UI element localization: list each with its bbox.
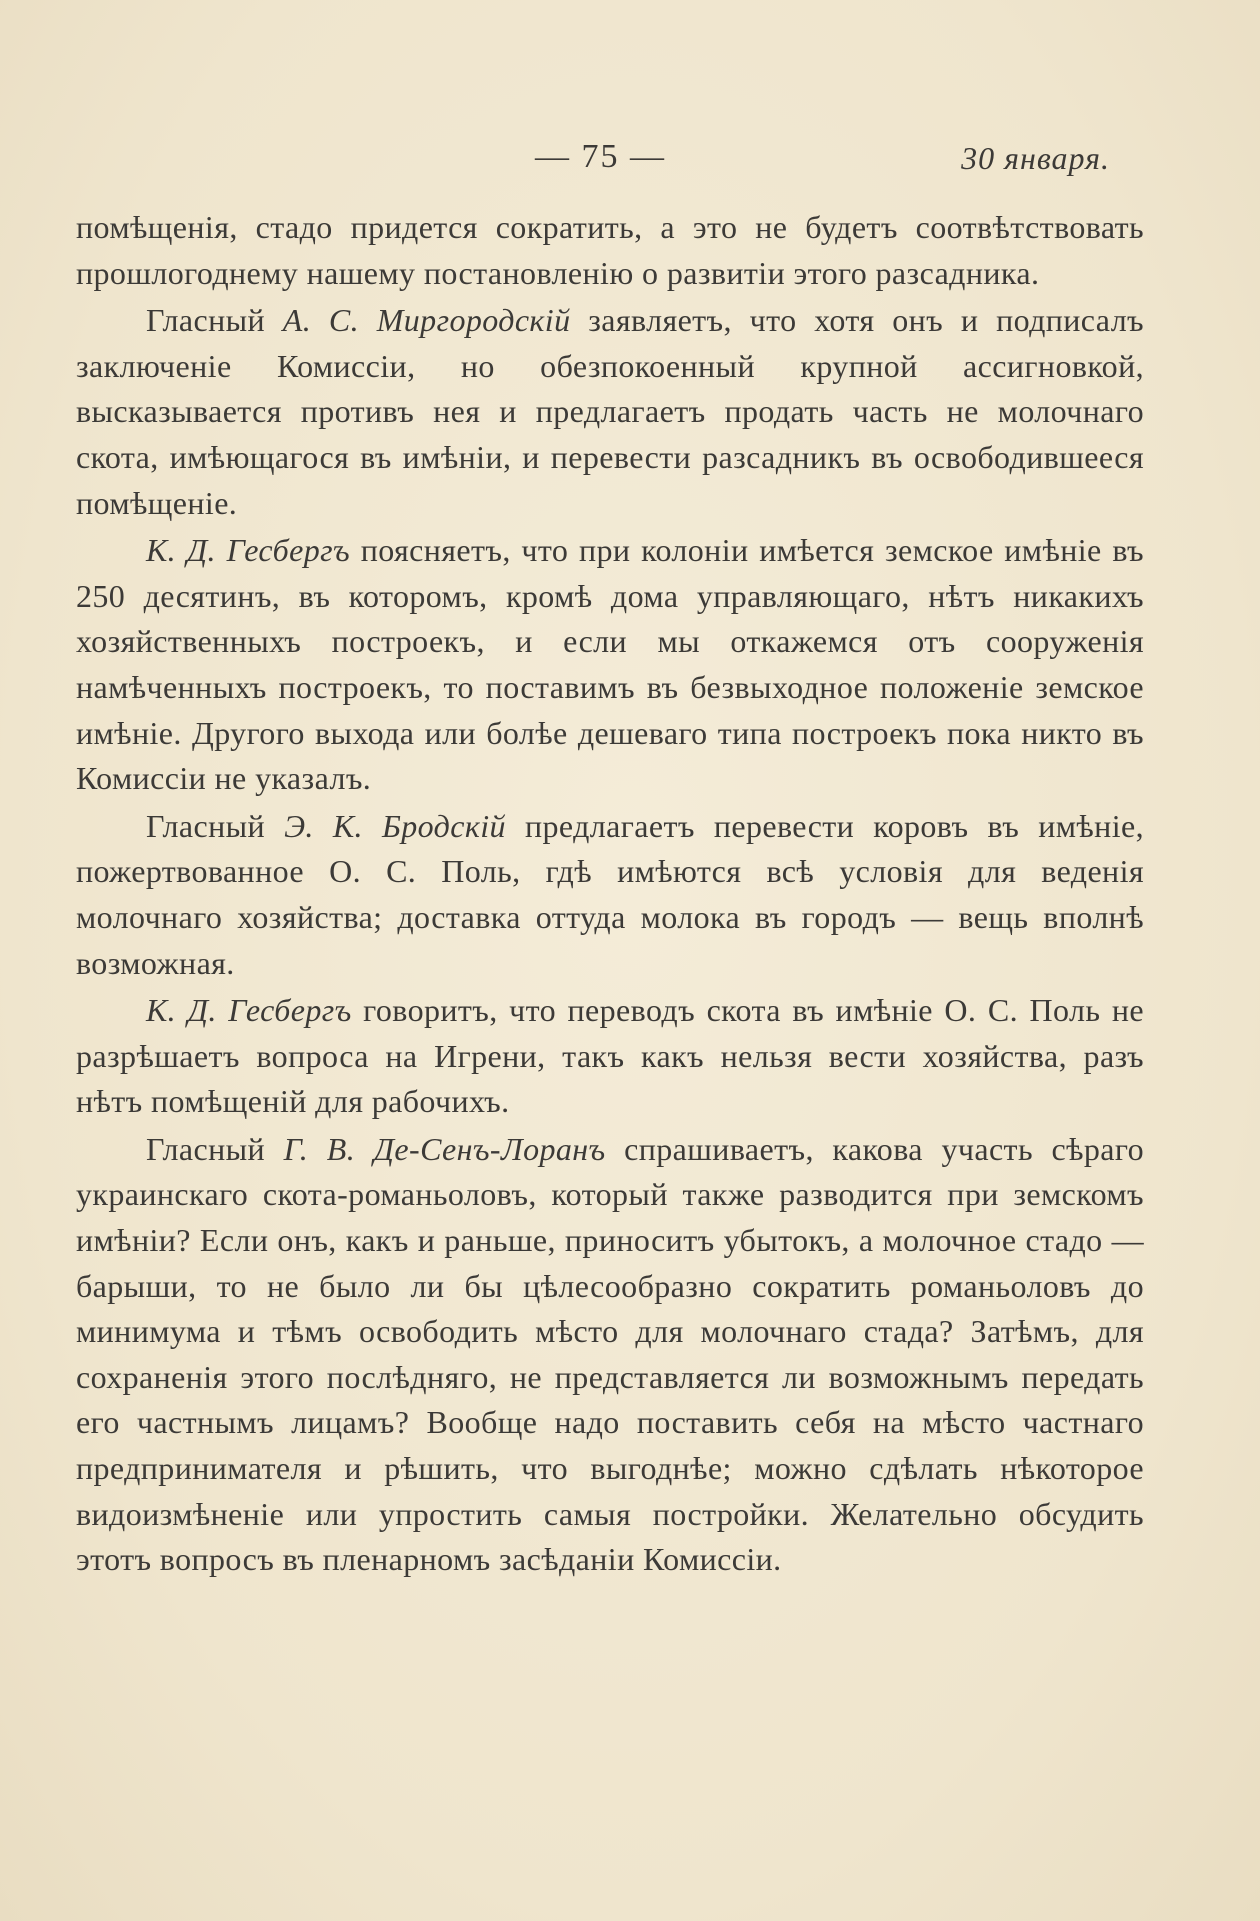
paragraph-3-text: поясняетъ, что при колоніи имѣется земское имѣніе въ 250 десятинъ, въ которомъ, кромѣ дома управляющаго, нѣтъ никакихъ хозяйственныхъ построекъ, и если мы откажемся отъ сооруженія намѣченныхъ построекъ, то поставимъ въ безвыходное положеніе земское имѣніе. Другого выхода или болѣе дешеваго типа построекъ пока никто въ Комиссіи не указалъ. <box>76 532 1144 797</box>
paragraph-2 <box>76 298 1144 526</box>
paragraph-5 <box>76 988 1144 1125</box>
paragraph-6-lead: Гласный <box>146 1130 284 1167</box>
running-head-date: 30 января. <box>961 140 1110 176</box>
paragraph-2-lead: Гласный <box>146 302 283 339</box>
paragraph-5-text: говоритъ, что переводъ скота въ имѣніе О. С. Поль не разрѣшаетъ вопроса на Игрени, такъ какъ нельзя вести хозяйства, разъ нѣтъ помѣщеній для рабочихъ. <box>76 992 1145 1120</box>
paragraph-3 <box>76 528 1144 802</box>
speaker-name-de-sen-loran: Г. В. Де-Сенъ-Лоранъ <box>283 1130 606 1167</box>
speaker-name-gesberg: К. Д. Гесбергъ <box>146 532 351 569</box>
paragraph-6-text: спрашиваетъ, какова участь сѣраго украинскаго скота-романьоловъ, который также разводится при земскомъ имѣніи? Если онъ, какъ и раньше, приноситъ убытокъ, а молочное стадо — барыши, то не было ли бы цѣлесообразно сократить романьоловъ до минимума и тѣмъ освободить мѣсто для молочнаго стада? Затѣмъ, для сохраненія этого послѣдняго, не представляется ли возможнымъ передать его частнымъ лицамъ? Вообще надо поставить себя на мѣсто частнаго предпринимателя и рѣшить, что выгоднѣе; можно сдѣлать нѣкоторое видоизмѣненіе или упростить самыя постройки. Желательно обсудить этотъ вопросъ въ пленарномъ засѣданіи Комиссіи. <box>76 1130 1145 1578</box>
speaker-name-gesberg-2: К. Д. Гесбергъ <box>146 992 352 1029</box>
paragraph-1-text: помѣщенія, стадо придется сократить, а это не будетъ соотвѣтствовать прошлогоднему нашему постановленію о развитіи этого разсадника. <box>76 209 1144 291</box>
paragraph-4 <box>76 804 1144 986</box>
body-text <box>76 205 1144 1583</box>
paragraph-4-lead: Гласный <box>146 807 285 844</box>
paragraph-2-text: заявляетъ, что хотя онъ и подписалъ заключеніе Комиссіи, но обезпокоенный крупной ассигновкой, высказывается противъ нея и предлагаетъ продать часть не молочнаго скота, имѣющагося въ имѣніи, и перевести разсадникъ въ освободившееся помѣщеніе. <box>76 302 1145 521</box>
paragraph-6 <box>76 1127 1144 1583</box>
speaker-name-brodsky: Э. К. Бродскій <box>284 807 506 844</box>
paragraph-4-text: предлагаетъ перевести коровъ въ имѣніе, пожертвованное О. С. Поль, гдѣ имѣются всѣ условія для веденія молочнаго хозяйства; доставка оттуда молока въ городъ — вещь вполнѣ возможная. <box>76 807 1144 981</box>
speaker-name-mirgorodsky: А. С. Миргородскій <box>282 302 571 339</box>
page-number: — 75 — <box>535 138 666 175</box>
page-header <box>0 138 1260 188</box>
paragraph-1 <box>76 205 1144 296</box>
